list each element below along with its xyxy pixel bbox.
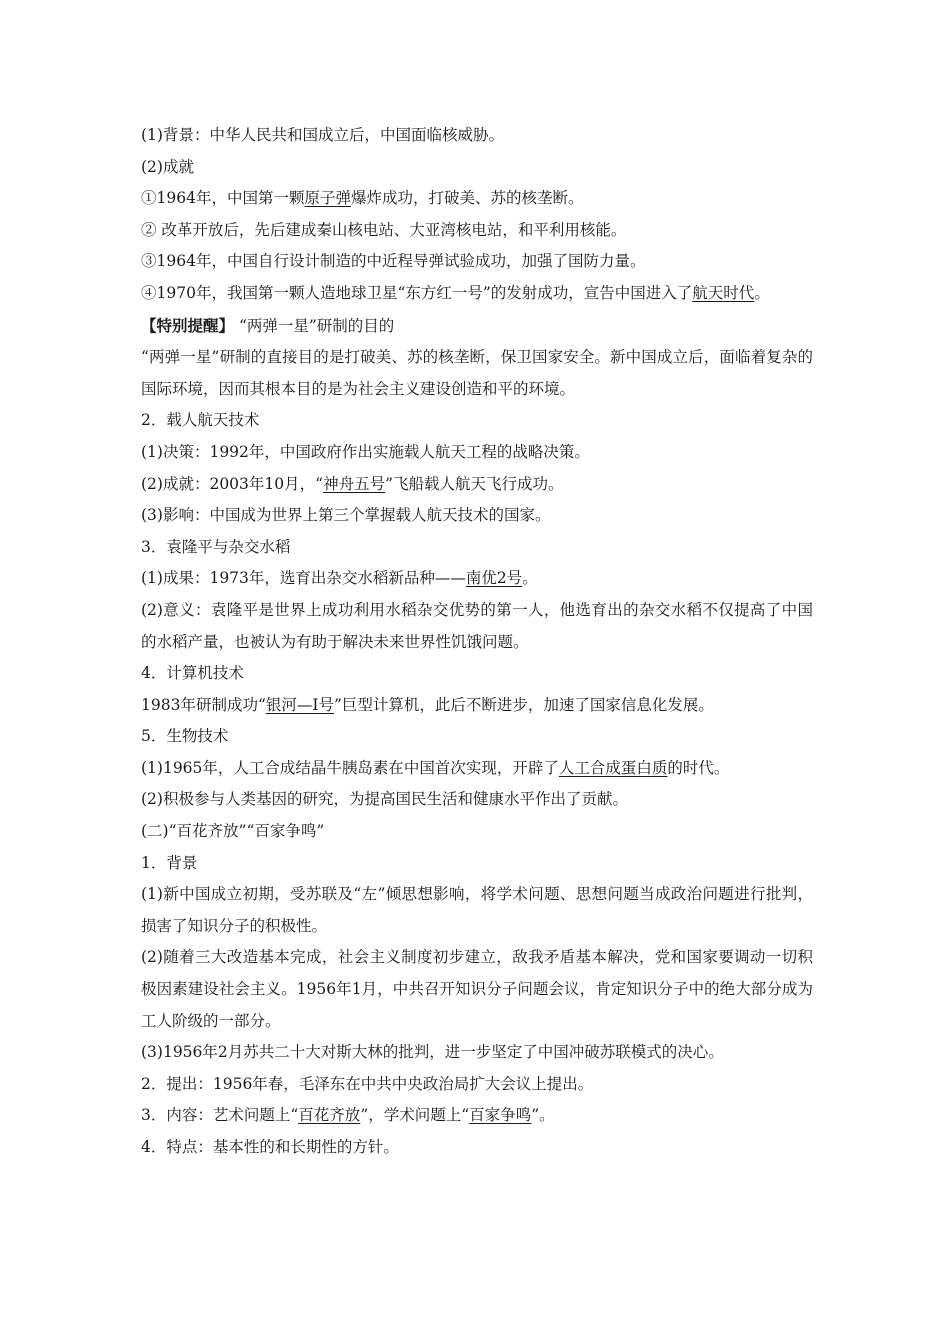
text-segment: 5．生物技术 xyxy=(141,727,229,746)
text-segment: 。 xyxy=(522,569,538,588)
text-line xyxy=(141,246,813,278)
text-line xyxy=(141,1100,813,1132)
underlined-term: 人工合成蛋白质 xyxy=(558,758,668,777)
text-line xyxy=(141,120,813,152)
text-line xyxy=(141,183,813,215)
text-segment: ③1964年，中国自行设计制造的中近程导弹试验成功，加强了国防力量。 xyxy=(141,252,646,271)
text-segment: 3．袁隆平与杂交水稻 xyxy=(141,537,291,556)
text-segment: 4．计算机技术 xyxy=(141,664,244,683)
text-segment: ④1970年，我国第一颗人造地球卫星“东方红一号”的发射成功，宣告中国进入了 xyxy=(141,283,693,302)
text-segment: (3)影响：中国成为世界上第三个掌握载人航天技术的国家。 xyxy=(141,506,551,525)
text-line xyxy=(141,1037,813,1069)
text-segment: (3)1956年2月苏共二十大对斯大林的批判，进一步坚定了中国冲破苏联模式的决心。 xyxy=(141,1043,724,1062)
text-line xyxy=(141,310,813,343)
text-line xyxy=(141,532,813,564)
text-line xyxy=(141,1132,813,1164)
text-segment: 的时代。 xyxy=(667,758,730,777)
text-segment: 4．特点：基本性的和长期性的方针。 xyxy=(141,1138,399,1156)
document-body xyxy=(141,120,813,1164)
text-segment: (2)积极参与人类基因的研究，为提高国民生活和健康水平作出了贡献。 xyxy=(141,790,628,809)
text-line xyxy=(141,469,813,501)
text-segment: 1．背景 xyxy=(141,853,198,872)
text-segment: 2．载人航天技术 xyxy=(141,411,260,430)
text-segment: (1)1965年，人工合成结晶牛胰岛素在中国首次实现，开辟了 xyxy=(141,758,559,777)
text-line xyxy=(141,753,813,785)
underlined-term: 神舟五号 xyxy=(323,474,386,493)
text-segment: (2)随着三大改造基本完成，社会主义制度初步建立，敌我矛盾基本解决，党和国家要调动一切积极因素建设社会主义。1956年1月，中共召开知识分子问题会议，肯定知识分子中的绝大部分成为工人阶级的一部分。 xyxy=(141,948,813,1030)
text-segment: ② 改革开放后，先后建成秦山核电站、大亚湾核电站，和平利用核能。 xyxy=(141,220,627,239)
text-segment: (2)成就 xyxy=(141,157,194,176)
text-segment: (1)新中国成立初期，受苏联及“左”倾思想影响，将学术问题、思想问题当成政治问题进行批判，损害了知识分子的积极性。 xyxy=(141,885,813,935)
text-line xyxy=(141,658,813,690)
text-line xyxy=(141,816,813,848)
text-line xyxy=(141,595,813,658)
text-line xyxy=(141,437,813,469)
text-segment: (1)背景：中华人民共和国成立后，中国面临核威胁。 xyxy=(141,126,504,144)
text-segment: 1983年研制成功“ xyxy=(141,695,266,714)
text-segment: ”巨型计算机，此后不断进步，加速了国家信息化发展。 xyxy=(334,695,714,714)
underlined-term: 南优2号 xyxy=(465,569,523,588)
text-segment: 爆炸成功，打破美、苏的核垄断。 xyxy=(350,189,584,208)
text-line xyxy=(141,721,813,753)
underlined-term: 原子弹 xyxy=(304,189,351,208)
underlined-term: 航天时代 xyxy=(692,283,755,302)
text-line xyxy=(141,152,813,184)
text-segment: ”飞船载人航天飞行成功。 xyxy=(385,474,564,493)
text-segment: “两弹一星”研制的目的 xyxy=(234,316,395,335)
text-line xyxy=(141,848,813,880)
text-segment: ①1964年，中国第一颗 xyxy=(141,189,305,208)
text-segment: (二)“百花齐放”“百家争鸣” xyxy=(141,822,325,841)
text-line xyxy=(141,405,813,437)
text-segment: 。 xyxy=(754,283,770,302)
text-line xyxy=(141,563,813,595)
underlined-term: 银河—Ⅰ号 xyxy=(265,695,334,714)
text-line xyxy=(141,342,813,405)
text-segment: (2)成就：2003年10月，“ xyxy=(141,474,324,493)
text-line xyxy=(141,215,813,247)
underlined-term: 百花齐放 xyxy=(298,1106,361,1125)
underlined-term: 百家争鸣 xyxy=(469,1106,532,1125)
note-label: 【特别提醒】 xyxy=(141,315,235,335)
text-segment: 2．提出：1956年春，毛泽东在中共中央政治局扩大会议上提出。 xyxy=(141,1074,594,1093)
text-line xyxy=(141,278,813,310)
text-line xyxy=(141,690,813,722)
text-line xyxy=(141,1069,813,1101)
text-line xyxy=(141,784,813,816)
text-line xyxy=(141,942,813,1037)
text-segment: (1)成果：1973年，选育出杂交水稻新品种—— xyxy=(141,569,466,588)
text-segment: ”，学术问题上“ xyxy=(360,1106,470,1125)
text-line xyxy=(141,500,813,532)
text-segment: ”。 xyxy=(531,1106,555,1125)
text-segment: “两弹一星”研制的直接目的是打破美、苏的核垄断，保卫国家安全。新中国成立后，面临着复杂的国际环境，因而其根本目的是为社会主义建设创造和平的环境。 xyxy=(141,348,813,398)
text-segment: (2)意义：袁隆平是世界上成功利用水稻杂交优势的第一人，他选育出的杂交水稻不仅提高了中国的水稻产量，也被认为有助于解决未来世界性饥饿问题。 xyxy=(141,600,813,651)
text-line xyxy=(141,879,813,942)
text-segment: (1)决策：1992年，中国政府作出实施载人航天工程的战略决策。 xyxy=(141,442,590,461)
text-segment: 3．内容：艺术问题上“ xyxy=(141,1106,299,1125)
